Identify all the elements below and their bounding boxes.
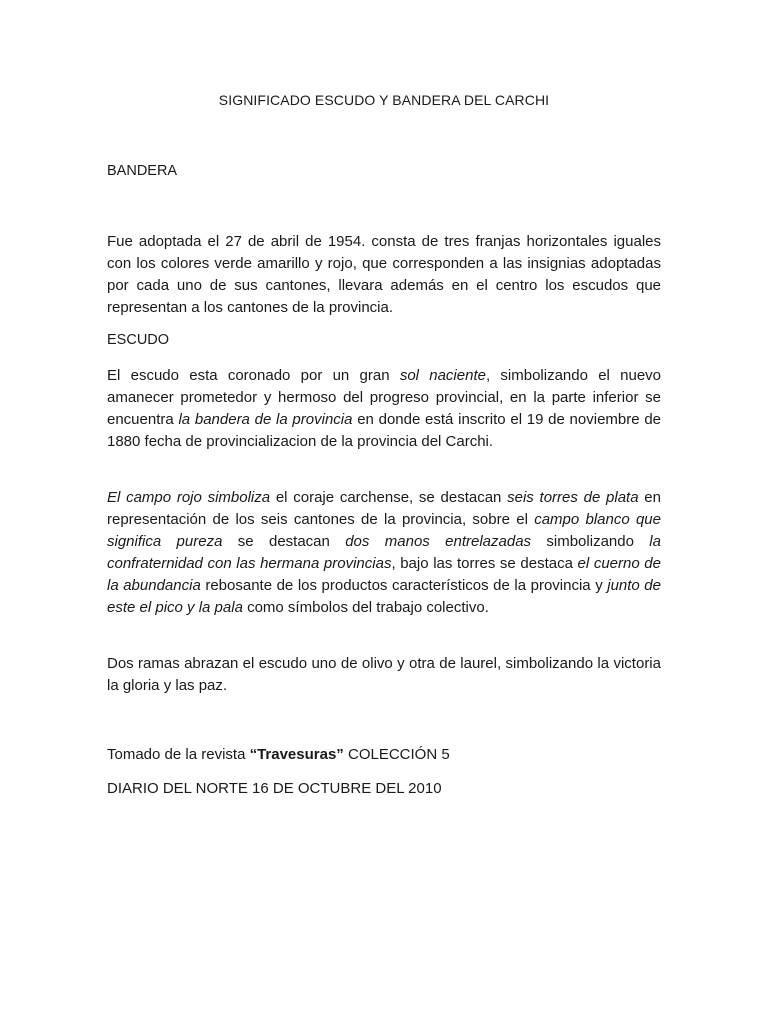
text-span: , simbolizando el nuevo amanecer prometedor y hermoso del progreso provincial, en la parte inferior se encuentra xyxy=(107,367,662,428)
text-span: rebosante de los productos característicos de la provincia y xyxy=(200,577,608,594)
escudo-heading: ESCUDO xyxy=(107,332,170,348)
text-span: en representación de los seis cantones de la provincia, sobre el xyxy=(107,489,661,528)
text-span: simbolizando xyxy=(531,533,650,550)
text-span: el coraje carchense, se destacan xyxy=(270,489,508,506)
text-span: como símbolos del trabajo colectivo. xyxy=(242,599,489,616)
escudo-paragraph-3: Dos ramas abrazan el escudo uno de olivo y otra de laurel, simbolizando la victoria la gloria y las paz. xyxy=(107,655,661,694)
text-span: se destacan xyxy=(222,533,346,550)
source-line xyxy=(107,746,450,763)
source-suffix: COLECCIÓN 5 xyxy=(343,746,450,763)
italic-phrase: sol naciente xyxy=(399,367,486,384)
newspaper-line: DIARIO DEL NORTE 16 DE OCTUBRE DEL 2010 xyxy=(107,780,442,797)
italic-phrase: dos manos entrelazadas xyxy=(345,533,532,550)
document-title: SIGNIFICADO ESCUDO Y BANDERA DEL CARCHI xyxy=(218,92,550,108)
italic-phrase: El campo rojo simboliza xyxy=(107,489,271,506)
italic-phrase: la bandera de la provincia xyxy=(178,411,353,428)
bandera-paragraph: Fue adoptada el 27 de abril de 1954. consta de tres franjas horizontales iguales con los colores verde amarillo y rojo, que corresponden a las insignias adoptadas por cada uno de sus cantones, llevara además en el centro los escudos que representan a los cantones de la provincia. xyxy=(107,233,661,316)
italic-phrase: seis torres de plata xyxy=(507,489,639,506)
escudo-paragraph-1 xyxy=(107,365,661,453)
escudo-paragraph-2 xyxy=(107,487,661,619)
magazine-name: “Travesuras” xyxy=(249,746,344,763)
italic-phrase: el cuerno de la abundancia xyxy=(107,555,661,594)
italic-phrase: campo blanco que significa pureza xyxy=(107,511,661,550)
bandera-heading: BANDERA xyxy=(107,163,178,179)
text-span: , bajo las torres se destaca xyxy=(391,555,578,572)
italic-phrase: la confraternidad con las hermana provincias xyxy=(107,533,661,572)
source-prefix: Tomado de la revista xyxy=(107,746,250,763)
text-span: en donde está inscrito el 19 de noviembre de 1880 fecha de provincializacion de la provincia del Carchi. xyxy=(107,411,662,450)
italic-phrase: junto de este el pico y la pala xyxy=(107,577,661,616)
text-span: El escudo esta coronado por un gran xyxy=(107,367,400,384)
